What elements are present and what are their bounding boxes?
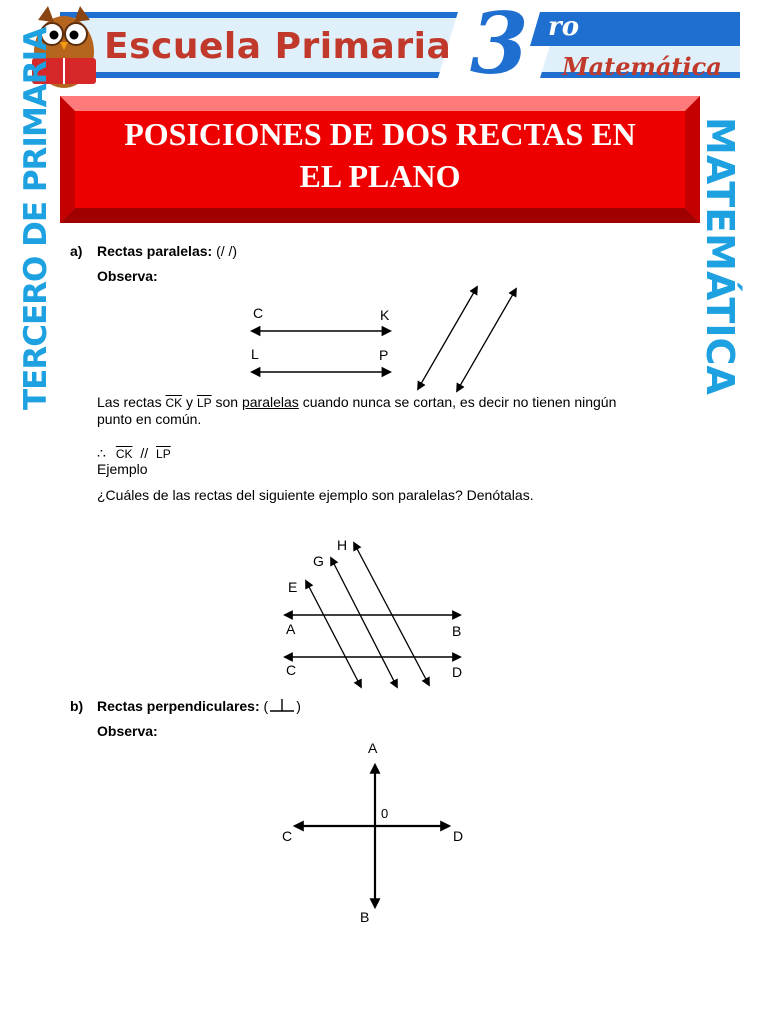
label-d-right: D: [453, 828, 464, 844]
perp-symbol-open: (: [263, 698, 269, 714]
def-text-son: son: [215, 394, 239, 410]
segment-lp: $\overline{LP}$: [196, 396, 212, 410]
section-a-marker: a): [70, 243, 83, 259]
line-e: [306, 581, 361, 687]
label-b-bottom: B: [360, 909, 370, 925]
label-e: E: [288, 579, 298, 595]
side-label-left: TERCERO DE PRIMARIA: [18, 27, 54, 410]
label-g: G: [313, 553, 324, 569]
school-title: Escuela Primaria: [104, 26, 452, 67]
label-c-left: C: [282, 828, 293, 844]
label-c2: C: [286, 662, 297, 678]
perpendicular-lines-figure: [275, 735, 475, 930]
notation-lp: $\overline{LP}$: [156, 447, 171, 461]
parallel-definition-line2: punto en común.: [97, 411, 202, 427]
def-text-y: y: [186, 394, 194, 410]
line-h: [354, 543, 429, 685]
slanted-line-2: [457, 289, 516, 391]
label-b: B: [452, 623, 462, 639]
therefore-symbol: ∴: [97, 445, 106, 461]
parallel-lines-figure: [240, 280, 530, 395]
section-a-heading: [97, 243, 237, 260]
section-a-observe: Observa:: [97, 268, 158, 284]
segment-ck: $\overline{CK}$: [165, 396, 183, 410]
label-k: K: [380, 307, 390, 323]
label-a-top: A: [368, 740, 378, 756]
label-d: D: [452, 664, 463, 680]
header-subject: Matemática: [562, 52, 722, 81]
section-b-heading-text: Rectas perpendiculares:: [97, 698, 260, 714]
slanted-line-1: [418, 287, 477, 389]
label-l: L: [251, 346, 259, 362]
parallel-symbol: (/ /): [216, 243, 238, 259]
section-b-heading: [97, 698, 301, 715]
label-p: P: [379, 347, 389, 363]
def-text-rest: cuando nunca se cortan, es decir no tienen ningún: [302, 394, 617, 410]
word-parallel: paralelas: [241, 394, 299, 410]
parallel-definition: [97, 394, 707, 412]
perpendicular-icon: [268, 698, 296, 712]
perp-symbol-close: ): [296, 698, 301, 714]
example-lines-figure: [275, 533, 475, 693]
page-title: [88, 113, 672, 197]
section-a-heading-text: Rectas paralelas:: [97, 243, 213, 259]
section-b-marker: b): [70, 698, 84, 714]
def-text-1: Las rectas: [97, 394, 162, 410]
label-a: A: [286, 621, 296, 637]
grade-suffix: ro: [548, 12, 580, 42]
page-title-line1: POSICIONES DE DOS RECTAS EN: [124, 116, 636, 152]
line-g: [331, 558, 397, 687]
parallel-sign: //: [140, 445, 149, 461]
page-title-line2: EL PLANO: [299, 158, 461, 194]
label-origin: 0: [381, 806, 389, 821]
section-b-observe: Observa:: [97, 723, 158, 739]
side-label-right: MATEMÁTICA: [698, 117, 742, 395]
notation-ck: $\overline{CK}$: [115, 447, 133, 461]
grade-number: 3: [470, 0, 529, 93]
label-h: H: [337, 537, 348, 553]
example-label: Ejemplo: [97, 461, 148, 477]
label-c: C: [253, 305, 264, 321]
example-question: ¿Cuáles de las rectas del siguiente ejemplo son paralelas? Denótalas.: [97, 487, 534, 503]
